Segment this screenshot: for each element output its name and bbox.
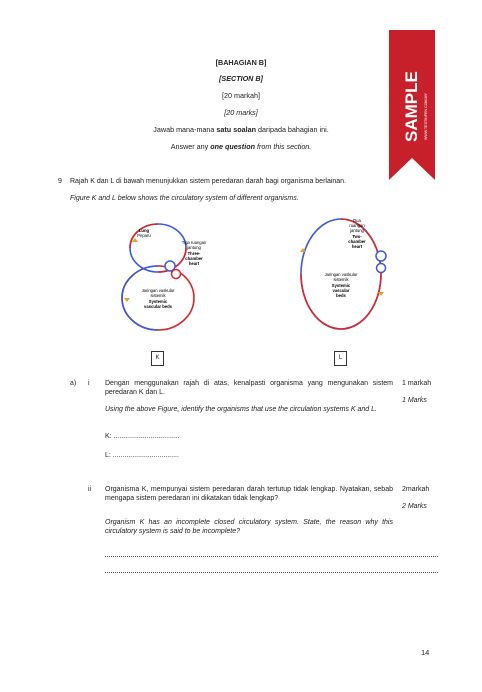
page-number: 14 — [421, 648, 430, 657]
question-number: 9 — [58, 178, 62, 185]
l-heart-ms-2: ruangan — [349, 223, 365, 228]
part-a-i-text-ms: Dengan menggunakan rajah di atas, kenalpasti organisma yang mengunakan sistem peredaran K dan L. — [105, 380, 393, 396]
part-a-letter: a) — [70, 380, 77, 387]
k-sys-en-1: Systemic — [148, 299, 168, 304]
instr-ms-pre: Jawab mana-mana — [153, 125, 217, 134]
marks-en: [20 marks] — [224, 108, 258, 117]
part-a-i-text-en: Using the above Figure, identify the organisms that use the circulation systems K and L. — [105, 406, 377, 413]
figure-l-diagram — [295, 212, 405, 337]
question-stem-en: Figure K and L below shows the circulatory system of different organisms. — [70, 195, 299, 202]
part-a-i-marks-en: 1 Marks — [402, 397, 427, 404]
figure-k-diagram — [112, 212, 234, 334]
l-heart-atrium — [376, 251, 386, 261]
l-heart-ms-3: jantung — [350, 228, 364, 233]
part-a-i-label: i — [88, 380, 90, 387]
k-heart-ventricle — [172, 270, 181, 279]
part-a-ii-marks-en: 2 Marks — [402, 503, 427, 510]
question-stem-ms: Rajah K dan L di bawah menunjukkan sistem peredaran darah bagi organisma berlainan. — [70, 178, 347, 185]
instr-en-post: from this section. — [254, 142, 312, 151]
figure-k-label: K — [151, 351, 164, 366]
part-a-ii-text-ms: Organisma K, mempunyai sistem peredaran darah tertutup tidak lengkap. Nyatakan, sebab mengapa sistem peredaran ini dikatakan tidak lengkap? — [105, 486, 393, 502]
marks-ms: [20 markah] — [222, 91, 260, 100]
l-sys-en-1: Systemic — [331, 283, 351, 288]
instr-ms-bold: satu soalan — [216, 125, 256, 134]
k-heart-ms-1: Tiga ruangan — [181, 240, 207, 245]
instr-en-bold: one question — [210, 142, 255, 151]
l-sys-ms-2: sistemik — [333, 277, 349, 282]
l-heart-ms-1: Dua — [353, 218, 361, 223]
l-heart-en-2: chamber — [348, 239, 366, 244]
k-heart-en-2: chamber — [185, 256, 203, 261]
k-lungs-label-2: Peparu — [137, 233, 151, 238]
answer-line-2[interactable] — [105, 572, 438, 573]
answer-line-1[interactable] — [105, 556, 438, 557]
k-lungs-label: Lung — [138, 228, 150, 233]
l-heart-en-1: Two- — [352, 234, 362, 239]
sample-watermark — [383, 30, 441, 180]
answer-l-line[interactable]: L: .................................. — [105, 452, 179, 459]
part-a-i-marks-ms: 1 markah — [402, 380, 432, 387]
k-sys-en-2: vascular beds — [144, 304, 172, 309]
k-heart-ms-2: jantung — [187, 245, 201, 250]
part-a-ii-marks-ms: 2markah — [402, 486, 430, 493]
sample-site: WWW.TESTINPEN.COM.MY — [424, 93, 428, 140]
k-heart-en-1: Three- — [187, 251, 201, 256]
part-a-ii-label: ii — [88, 486, 92, 493]
k-flow-arrow-icon-2 — [124, 298, 130, 302]
answer-k-line[interactable]: K: .................................. — [105, 433, 180, 440]
k-heart-en-3: heart — [188, 261, 200, 266]
instr-ms-post: daripada bahagian ini. — [255, 125, 329, 134]
l-sys-ms-1: Jaringan vaskular — [324, 272, 358, 277]
l-sys-en-3: beds — [336, 293, 346, 298]
l-heart-en-3: heart — [351, 244, 363, 249]
part-a-ii-text-en: Organism K has an incomplete closed circulatory system. State, the reason why this circulatory system is said to be incomplete? — [105, 519, 393, 535]
instr-en-pre: Answer any — [170, 142, 211, 151]
section-title-en: [SECTION B] — [219, 74, 263, 83]
figure-l-label: L — [334, 351, 347, 366]
l-sys-en-2: vascular — [332, 288, 350, 293]
k-sys-ms-1: Jaringan vaskular — [141, 288, 175, 293]
section-title-ms: [BAHAGIAN B] — [215, 58, 267, 67]
l-heart-ventricle — [377, 264, 386, 273]
sample-text: SAMPLE — [402, 71, 421, 142]
k-sys-ms-2: sistemik — [150, 293, 166, 298]
